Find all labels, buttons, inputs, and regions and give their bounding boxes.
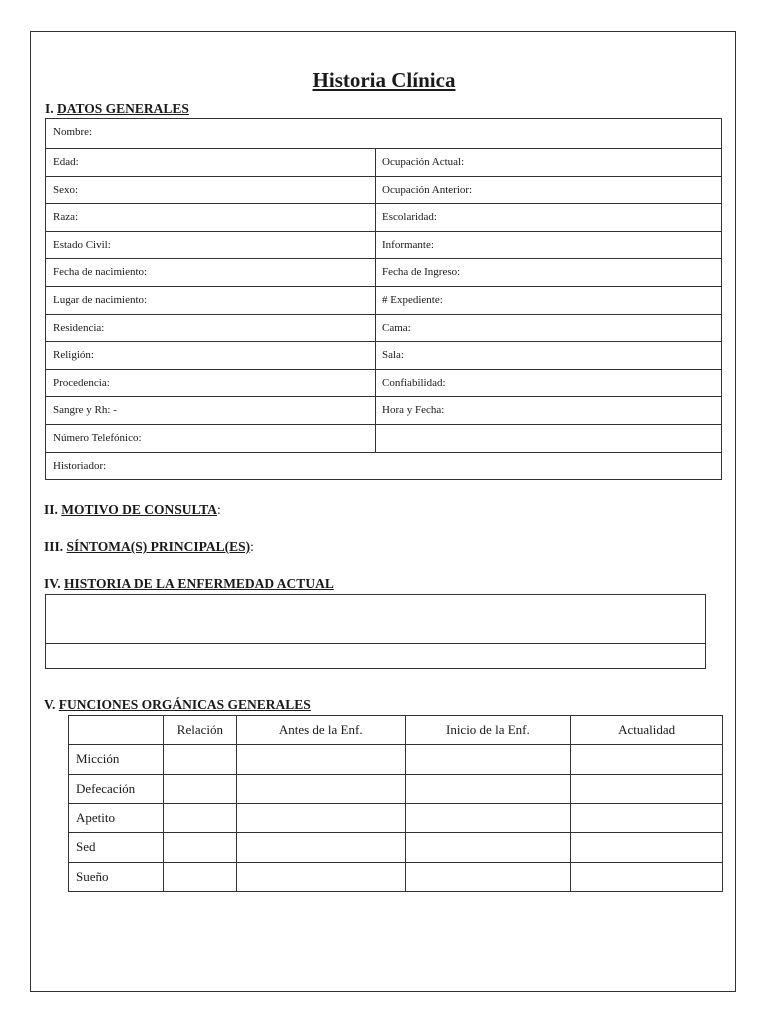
section-number: IV. <box>44 576 65 591</box>
table-row <box>46 341 721 369</box>
section-title: SÍNTOMA(S) PRINCIPAL(ES) <box>66 539 251 554</box>
field-ocupacion-anterior[interactable]: Ocupación Anterior: <box>382 183 473 196</box>
historia-text-area[interactable] <box>46 595 705 644</box>
table-row <box>69 803 723 832</box>
field-informante[interactable]: Informante: <box>382 238 434 251</box>
table-row <box>46 314 721 342</box>
table-row <box>69 774 723 803</box>
table-cell[interactable] <box>405 833 571 862</box>
table-row <box>46 369 721 397</box>
row-label-sueno: Sueño <box>69 862 164 891</box>
field-raza[interactable]: Raza: <box>46 204 376 231</box>
table-cell[interactable] <box>236 803 405 832</box>
table-cell[interactable] <box>571 774 723 803</box>
section-number: I. <box>45 101 58 116</box>
field-religion[interactable]: Religión: <box>46 342 376 369</box>
table-cell[interactable] <box>163 745 236 774</box>
field-fecha-ingreso[interactable]: Fecha de Ingreso: <box>382 266 461 279</box>
table-row <box>46 203 721 231</box>
section-funciones-organicas <box>44 697 311 713</box>
header-relacion: Relación <box>163 716 236 745</box>
table-row <box>46 258 721 286</box>
field-sexo[interactable]: Sexo: <box>46 177 376 204</box>
section-number: II. <box>44 502 62 517</box>
table-cell[interactable] <box>405 745 571 774</box>
field-ocupacion-actual[interactable]: Ocupación Actual: <box>382 156 465 168</box>
section-datos-generales <box>45 101 189 117</box>
table-row <box>46 148 721 176</box>
table-cell[interactable] <box>571 862 723 891</box>
field-procedencia[interactable]: Procedencia: <box>46 370 376 397</box>
field-estado-civil[interactable]: Estado Civil: <box>46 232 376 259</box>
header-antes-enf: Antes de la Enf. <box>236 716 405 745</box>
document-title: Historia Clínica <box>312 68 456 92</box>
table-row <box>46 119 721 148</box>
section-colon: : <box>250 539 254 554</box>
section-number: V. <box>44 697 59 712</box>
section-sintomas-principales <box>44 539 254 555</box>
header-inicio-enf: Inicio de la Enf. <box>405 716 571 745</box>
row-label-sed: Sed <box>69 833 164 862</box>
header-blank <box>69 716 164 745</box>
field-hora-fecha[interactable]: Hora y Fecha: <box>382 404 445 417</box>
section-title: HISTORIA DE LA ENFERMEDAD ACTUAL <box>64 576 334 591</box>
field-empty[interactable] <box>376 425 721 452</box>
table-row <box>69 833 723 862</box>
table-cell[interactable] <box>163 774 236 803</box>
table-cell[interactable] <box>236 862 405 891</box>
field-sangre-rh[interactable]: Sangre y Rh: - <box>46 397 376 424</box>
row-label-apetito: Apetito <box>69 803 164 832</box>
section-number: III. <box>44 539 67 554</box>
table-cell[interactable] <box>163 803 236 832</box>
row-label-defecacion: Defecación <box>69 774 164 803</box>
funciones-organicas-table <box>68 715 723 892</box>
table-cell[interactable] <box>571 833 723 862</box>
section-title: DATOS GENERALES <box>57 101 189 116</box>
field-nombre[interactable]: Nombre: <box>53 126 93 138</box>
table-cell[interactable] <box>163 862 236 891</box>
header-actualidad: Actualidad <box>571 716 723 745</box>
field-escolaridad[interactable]: Escolaridad: <box>382 211 437 224</box>
field-residencia[interactable]: Residencia: <box>46 315 376 342</box>
table-row <box>46 231 721 259</box>
table-row <box>69 862 723 891</box>
table-cell[interactable] <box>405 803 571 832</box>
table-header-row <box>69 716 723 745</box>
field-cama[interactable]: Cama: <box>382 321 411 334</box>
table-row <box>46 424 721 452</box>
table-cell[interactable] <box>236 745 405 774</box>
table-cell[interactable] <box>236 833 405 862</box>
row-label-miccion: Micción <box>69 745 164 774</box>
field-edad[interactable]: Edad: <box>46 149 376 176</box>
section-title: FUNCIONES ORGÁNICAS GENERALES <box>58 697 311 712</box>
field-expediente[interactable]: # Expediente: <box>382 293 443 306</box>
section-title: MOTIVO DE CONSULTA <box>61 502 218 517</box>
field-numero-telefonico[interactable]: Número Telefónico: <box>46 425 376 452</box>
field-confiabilidad[interactable]: Confiabilidad: <box>382 376 446 389</box>
field-lugar-nacimiento[interactable]: Lugar de nacimiento: <box>46 287 376 314</box>
table-cell[interactable] <box>236 774 405 803</box>
section-motivo-consulta <box>44 502 221 518</box>
table-row <box>46 452 721 480</box>
table-row <box>46 396 721 424</box>
general-data-table <box>45 118 722 480</box>
historia-enfermedad-box[interactable] <box>45 594 706 669</box>
table-cell[interactable] <box>571 803 723 832</box>
section-historia-enfermedad <box>44 576 334 592</box>
table-cell[interactable] <box>163 833 236 862</box>
field-historiador[interactable]: Historiador: <box>53 459 107 472</box>
table-cell[interactable] <box>405 774 571 803</box>
table-row <box>69 745 723 774</box>
table-cell[interactable] <box>571 745 723 774</box>
table-cell[interactable] <box>405 862 571 891</box>
section-colon: : <box>217 502 221 517</box>
table-row <box>46 286 721 314</box>
field-fecha-nacimiento[interactable]: Fecha de nacimiento: <box>46 259 376 286</box>
field-sala[interactable]: Sala: <box>382 349 404 362</box>
table-row <box>46 176 721 204</box>
